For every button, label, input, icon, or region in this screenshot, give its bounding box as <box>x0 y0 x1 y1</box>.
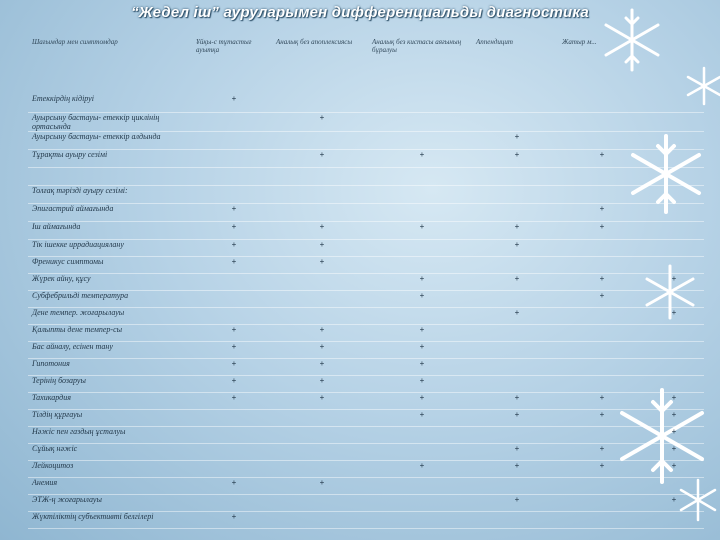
table-cell: + <box>644 392 704 409</box>
table-cell: + <box>644 460 704 477</box>
column-header: Ұйқы-с тұтастығ ауытқа <box>196 38 252 54</box>
row-label: Терінің бозаруы <box>28 375 194 392</box>
table-row <box>28 511 704 528</box>
table-cell <box>560 167 644 185</box>
table-row <box>28 131 704 149</box>
table-row <box>28 290 704 307</box>
table-cell <box>370 167 474 185</box>
table-cell <box>644 358 704 375</box>
table-cell <box>644 221 704 239</box>
row-label: Ауырсыну бастауы- етеккір циклінің ортасында <box>28 112 194 131</box>
table-row <box>28 273 704 290</box>
table-cell <box>370 477 474 494</box>
table-cell <box>474 477 560 494</box>
table-row <box>28 94 704 112</box>
row-label: Ауырсыну бастауы- етеккір алдында <box>28 131 194 149</box>
table-row <box>28 358 704 375</box>
table-cell <box>644 94 704 112</box>
table-cell: + <box>474 409 560 426</box>
table-cell <box>274 94 370 112</box>
row-label: Толғақ тәрізді ауыру сезімі: <box>28 185 194 203</box>
table-cell: + <box>370 409 474 426</box>
table-row <box>28 221 704 239</box>
table-cell <box>274 203 370 221</box>
table-cell <box>370 426 474 443</box>
row-label: Жүктіліктің субъективті белгілері <box>28 511 194 528</box>
table-cell: + <box>370 273 474 290</box>
table-cell <box>644 477 704 494</box>
table-cell: + <box>644 494 704 511</box>
table-cell: + <box>560 203 644 221</box>
table-cell <box>474 358 560 375</box>
table-cell <box>274 494 370 511</box>
table-cell: + <box>194 375 274 392</box>
table-cell <box>370 112 474 131</box>
table-cell <box>560 307 644 324</box>
table-cell <box>644 149 704 167</box>
table-cell <box>474 290 560 307</box>
table-cell: + <box>274 477 370 494</box>
table-row <box>28 460 704 477</box>
table-row <box>28 494 704 511</box>
table-cell: + <box>274 375 370 392</box>
row-label: Тік ішекке иррадиациялану <box>28 239 194 256</box>
table-cell <box>274 185 370 203</box>
table-cell: + <box>474 239 560 256</box>
table-cell: + <box>194 341 274 358</box>
row-label <box>28 167 194 185</box>
table-cell <box>644 290 704 307</box>
row-label: Нәжіс пен газдың ұсталуы <box>28 426 194 443</box>
table-cell <box>474 167 560 185</box>
table-cell: + <box>370 221 474 239</box>
row-label: Тілдің құрғауы <box>28 409 194 426</box>
table-cell <box>194 426 274 443</box>
table-cell: + <box>560 273 644 290</box>
column-header <box>644 38 704 94</box>
table-cell: + <box>370 358 474 375</box>
table-cell <box>474 341 560 358</box>
table-cell <box>370 239 474 256</box>
table-row <box>28 256 704 273</box>
table-row <box>28 324 704 341</box>
table-cell <box>194 112 274 131</box>
table-cell <box>644 511 704 528</box>
table-cell: + <box>370 341 474 358</box>
table-cell: + <box>474 392 560 409</box>
table-cell: + <box>274 392 370 409</box>
table-cell: + <box>560 290 644 307</box>
table-cell <box>644 375 704 392</box>
table-cell <box>560 341 644 358</box>
table-cell: + <box>474 273 560 290</box>
table-cell <box>194 273 274 290</box>
table-cell <box>370 494 474 511</box>
table-header-row <box>28 38 704 94</box>
table-cell <box>194 131 274 149</box>
table-cell: + <box>194 203 274 221</box>
table-cell: + <box>274 221 370 239</box>
table-cell: + <box>370 392 474 409</box>
table-row <box>28 375 704 392</box>
table-cell <box>194 149 274 167</box>
table-row <box>28 426 704 443</box>
table-cell <box>274 511 370 528</box>
table-cell: + <box>644 409 704 426</box>
column-header: Аналық без кистасы аяғының бұралуы <box>372 38 462 54</box>
table-cell <box>560 131 644 149</box>
table-cell: + <box>644 426 704 443</box>
row-label: Лейкоцитоз <box>28 460 194 477</box>
row-label: Тұрақты ауыру сезімі <box>28 149 194 167</box>
table-cell <box>474 112 560 131</box>
table-cell: + <box>560 149 644 167</box>
table-cell: + <box>370 324 474 341</box>
column-header: Аппендицит <box>476 38 513 46</box>
row-label: Гипотония <box>28 358 194 375</box>
table-cell <box>474 256 560 273</box>
table-cell: + <box>274 149 370 167</box>
table-cell <box>560 239 644 256</box>
table-cell: + <box>370 375 474 392</box>
table-cell <box>474 426 560 443</box>
row-label: Етеккірдің кідіруі <box>28 94 194 112</box>
table-cell <box>370 511 474 528</box>
table-cell <box>560 324 644 341</box>
table-cell: + <box>274 256 370 273</box>
table-cell <box>644 239 704 256</box>
table-cell: + <box>474 149 560 167</box>
column-header: Шағымдар мен симптомдар <box>32 38 118 46</box>
table-row <box>28 185 704 203</box>
table-cell: + <box>274 358 370 375</box>
table-cell: + <box>560 392 644 409</box>
table-cell <box>644 256 704 273</box>
table-cell <box>370 185 474 203</box>
table-cell <box>644 167 704 185</box>
table-cell: + <box>560 443 644 460</box>
table-cell <box>274 307 370 324</box>
table-cell <box>474 94 560 112</box>
table-cell: + <box>274 239 370 256</box>
table-cell: + <box>474 494 560 511</box>
row-label: Эпигастрий аймағында <box>28 203 194 221</box>
table-cell: + <box>194 221 274 239</box>
table-cell <box>194 460 274 477</box>
row-label: Тахикардия <box>28 392 194 409</box>
table-cell: + <box>474 131 560 149</box>
table-cell <box>274 460 370 477</box>
table-row <box>28 392 704 409</box>
table-row <box>28 477 704 494</box>
table-cell <box>274 167 370 185</box>
table-cell <box>560 256 644 273</box>
row-label: Субфебрильді температура <box>28 290 194 307</box>
table-cell <box>370 256 474 273</box>
table-cell <box>644 341 704 358</box>
table-row <box>28 149 704 167</box>
table-cell <box>370 443 474 460</box>
table-cell <box>474 375 560 392</box>
table-cell: + <box>274 112 370 131</box>
table-row <box>28 112 704 131</box>
table-cell: + <box>194 392 274 409</box>
table-cell <box>644 203 704 221</box>
table-cell <box>560 375 644 392</box>
column-header: Жатыр м... <box>562 38 597 46</box>
table-cell <box>194 185 274 203</box>
table-cell <box>560 477 644 494</box>
table-cell: + <box>370 149 474 167</box>
table-cell: + <box>474 443 560 460</box>
table-cell <box>644 112 704 131</box>
table-cell: + <box>194 511 274 528</box>
table-cell: + <box>474 307 560 324</box>
row-label: Жүрек айну, құсу <box>28 273 194 290</box>
table-row <box>28 443 704 460</box>
table-cell <box>560 426 644 443</box>
table-cell <box>474 203 560 221</box>
table-cell <box>194 494 274 511</box>
table-cell <box>370 203 474 221</box>
diagnosis-table <box>28 38 704 529</box>
table-cell: + <box>370 290 474 307</box>
table-cell: + <box>560 460 644 477</box>
table-cell <box>474 185 560 203</box>
table-cell <box>194 167 274 185</box>
table-cell <box>560 494 644 511</box>
table-cell: + <box>194 477 274 494</box>
row-label: Френикус симптомы <box>28 256 194 273</box>
table-cell <box>474 511 560 528</box>
table-cell <box>194 290 274 307</box>
row-label: Бас айналу, есінен тану <box>28 341 194 358</box>
table-cell: + <box>194 239 274 256</box>
table-cell <box>370 131 474 149</box>
row-label: Қалыпты дене темпер-сы <box>28 324 194 341</box>
table-cell <box>560 511 644 528</box>
table-cell <box>274 426 370 443</box>
column-header: Аналық без апоплексиясы <box>276 38 353 46</box>
table-cell: + <box>560 221 644 239</box>
row-label: Іш аймағында <box>28 221 194 239</box>
table-cell <box>370 94 474 112</box>
table-cell <box>560 112 644 131</box>
table-cell: + <box>194 358 274 375</box>
table-cell: + <box>194 324 274 341</box>
table-cell <box>274 273 370 290</box>
row-label: ЭТЖ-ң жоғарылауы <box>28 494 194 511</box>
table-cell <box>474 324 560 341</box>
table-cell <box>644 131 704 149</box>
table-row <box>28 341 704 358</box>
table-cell: + <box>644 273 704 290</box>
table-row <box>28 203 704 221</box>
table-cell <box>560 94 644 112</box>
table-cell: + <box>194 256 274 273</box>
table-cell: + <box>274 341 370 358</box>
table-cell: + <box>474 221 560 239</box>
row-label: Анемия <box>28 477 194 494</box>
table-cell: + <box>194 94 274 112</box>
table-cell: + <box>644 307 704 324</box>
table-cell: + <box>644 443 704 460</box>
table-cell <box>644 185 704 203</box>
table-row <box>28 167 704 185</box>
table-cell <box>560 358 644 375</box>
table-cell: + <box>274 324 370 341</box>
table-cell <box>194 443 274 460</box>
table-cell <box>370 307 474 324</box>
table-cell <box>560 185 644 203</box>
row-label: Дене темпер. жоғарылауы <box>28 307 194 324</box>
row-label: Сұйық нәжіс <box>28 443 194 460</box>
table-cell <box>274 443 370 460</box>
slide-title: “Жедел іш” ауруларымен дифференциальды диагностика <box>131 4 589 21</box>
table-cell <box>194 409 274 426</box>
table-cell <box>274 290 370 307</box>
table-cell <box>274 409 370 426</box>
table-cell <box>194 307 274 324</box>
table-row <box>28 239 704 256</box>
table-cell <box>644 324 704 341</box>
table-cell: + <box>370 460 474 477</box>
table-row <box>28 409 704 426</box>
table-row <box>28 307 704 324</box>
table-cell: + <box>560 409 644 426</box>
table-cell <box>274 131 370 149</box>
table-cell: + <box>474 460 560 477</box>
